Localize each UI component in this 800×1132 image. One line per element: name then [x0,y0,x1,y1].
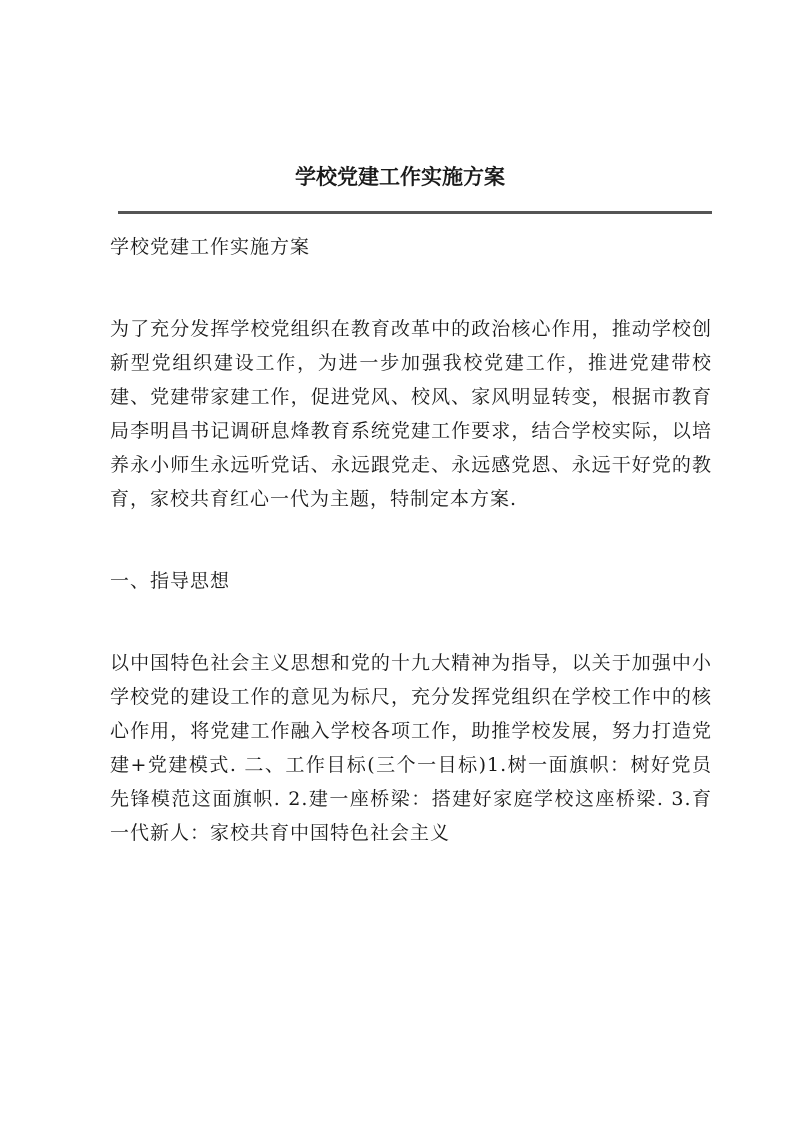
document-title: 学校党建工作实施方案 [295,164,505,189]
section-heading-guiding-ideology: 一、指导思想 [110,570,231,592]
document-body [110,230,712,850]
title-divider [118,211,712,214]
document-subtitle: 学校党建工作实施方案 [110,236,311,258]
section-body-guiding-ideology: 以中国特色社会主义思想和党的十九大精神为指导，以关于加强中小学校党的建设工作的意见为标尺，充分发挥党组织在学校工作中的核心作用，将党建工作融入学校各项工作，助推学校发展，努力打造党建+党建模式. 二、工作目标(三个一目标)1.树一面旗帜：树好党员先锋模范这面旗帜. 2.建一座桥梁：搭建好家庭学校这座桥梁. 3.育一代新人：家校共育中国特色社会主义 [110,652,712,844]
intro-paragraph: 为了充分发挥学校党组织在教育改革中的政治核心作用，推动学校创新型党组织建设工作，为进一步加强我校党建工作，推进党建带校建、党建带家建工作，促进党风、校风、家风明显转变，根据市教育局李明昌书记调研息烽教育系统党建工作要求，结合学校实际，以培养永小师生永远听党话、永远跟党走、永远感党恩、永远干好党的教育，家校共育红心一代为主题，特制定本方案. [110,318,712,510]
